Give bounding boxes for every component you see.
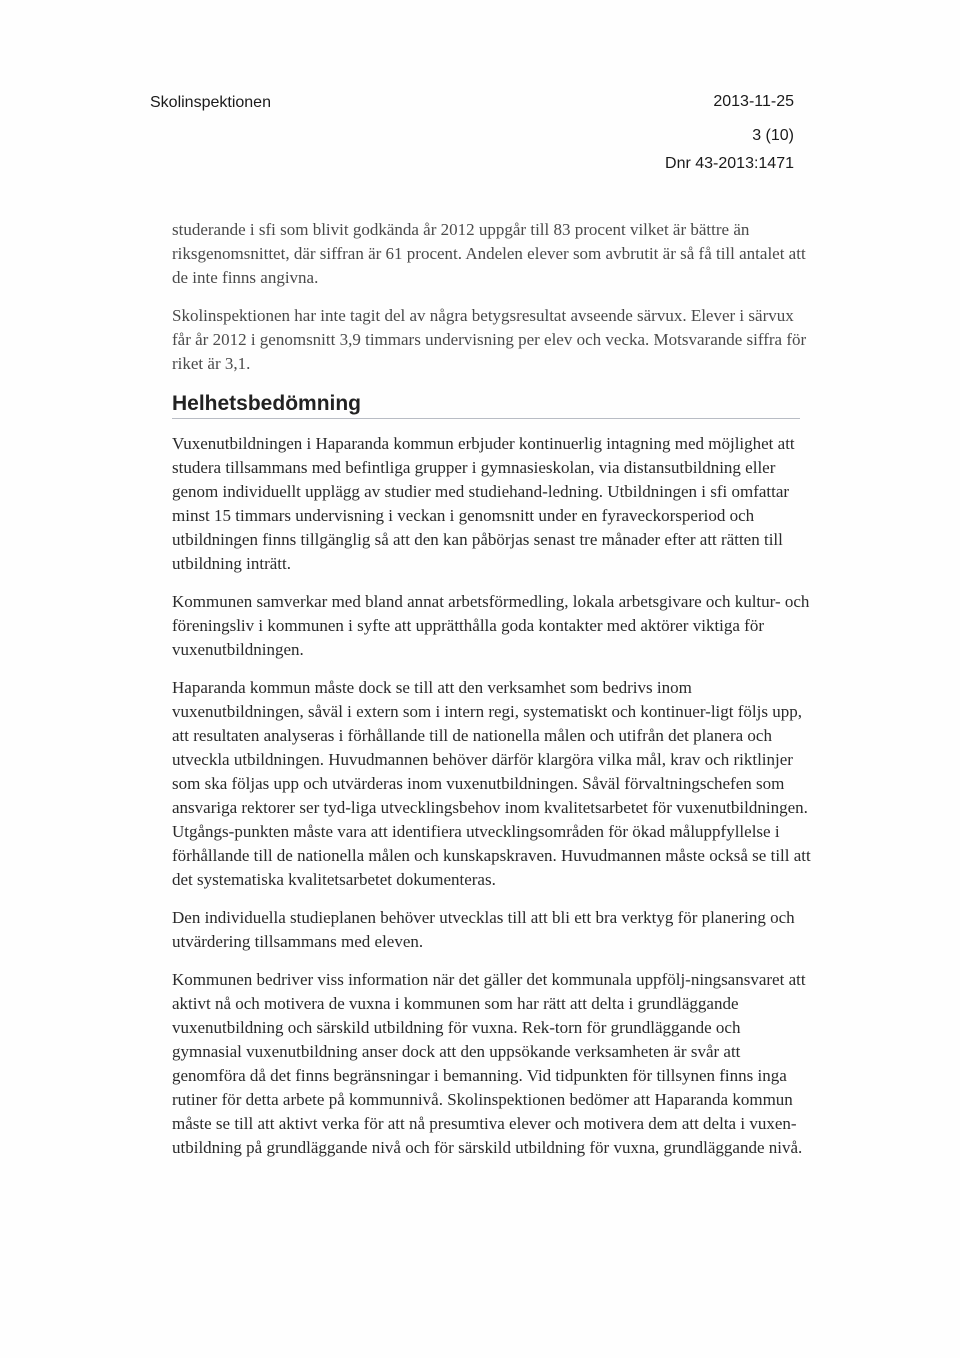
section-paragraph: Haparanda kommun måste dock se till att den verksamhet som bedrivs inom vuxenutbildningen, såväl i extern som i intern regi, systematiskt och kontinuer-ligt följs upp, att resultaten analyseras i förhållande till de nationella målen och utifrån det planera och utveckla utbildningen. Huvudmannen behöver därför klargöra vilka mål, krav och riktlinjer som ska följas upp och utvärderas inom vuxenutbildningen. Såväl förvaltningschefen som ansvariga rektorer ser tyd-liga utvecklingsbehov inom kvalitetsarbetet för vuxenutbildningen. Utgångs-punkten måste vara att identifiera utvecklingsområden för ökad måluppfyllelse i förhållande till de nationella målen och kunskapskraven. Huvudmannen måste också se till att det systematiska kvalitetsarbetet dokumenteras. — [172, 678, 811, 889]
header-page-number: 3 (10) — [752, 127, 794, 144]
section-paragraph: Den individuella studieplanen behöver utvecklas till att bli ett bra verktyg för planering och utvärdering tillsammans med eleven. — [172, 908, 795, 951]
section-heading: Helhetsbedömning — [172, 392, 800, 419]
header-date: 2013-11-25 — [713, 93, 794, 110]
header-organization: Skolinspektionen — [150, 94, 271, 111]
section-paragraph: Kommunen bedriver viss information när det gäller det kommunala uppfölj-ningsansvaret att aktivt nå och motivera de vuxna i kommunen som har rätt att delta i grundläggande vuxenutbildning och särskild utbildning för vuxna. Rek-torn för grundläggande och gymnasial vuxenutbildning anser dock att den uppsökande verksamheten är svår att genomföra då det finns begränsningar i bemanning. Vid tidpunkten för tillsynen finns inga rutiner för detta arbete på kommunnivå. Skolinspektionen bedömer att Haparanda kommun måste se till att aktivt verka för att nå presumtiva elever och motivera dem att delta i vuxen-utbildning på grundläggande nivå och för särskild utbildning för vuxna, grundläggande nivå. — [172, 970, 806, 1157]
intro-text — [172, 218, 812, 390]
header-meta — [665, 94, 794, 178]
intro-paragraph: studerande i sfi som blivit godkända år 2012 uppgår till 83 procent vilket är bättre än riksgenomsnittet, där siffran är 61 procent. Andelen elever som avbrutit är så få till antalet att de inte finns angivna. — [172, 220, 806, 287]
section-paragraph: Kommunen samverkar med bland annat arbetsförmedling, lokala arbetsgivare och kultur- och föreningsliv i kommunen i syfte att upprätthålla goda kontakter med aktörer viktiga för vuxenutbildningen. — [172, 592, 810, 659]
header-reference-number: Dnr 43-2013:1471 — [665, 155, 794, 172]
section-paragraph: Vuxenutbildningen i Haparanda kommun erbjuder kontinuerlig intagning med möjlighet att studera tillsammans med befintliga grupper i gymnasieskolan, via distansutbildning eller genom individuellt upplägg av studier med studiehand-ledning. Utbildningen i sfi omfattar minst 15 timmars undervisning i veckan i genomsnitt under en fyraveckorsperiod och utbildningen finns tillgänglig så att den kan påbörjas senast tre månader efter att rätten till utbildning inträtt. — [172, 434, 795, 573]
section-body — [172, 432, 812, 1174]
intro-paragraph: Skolinspektionen har inte tagit del av några betygsresultat avseende särvux. Elever i särvux får år 2012 i genomsnitt 3,9 timmars undervisning per elev och vecka. Motsvarande siffra för riket är 3,1. — [172, 306, 807, 373]
